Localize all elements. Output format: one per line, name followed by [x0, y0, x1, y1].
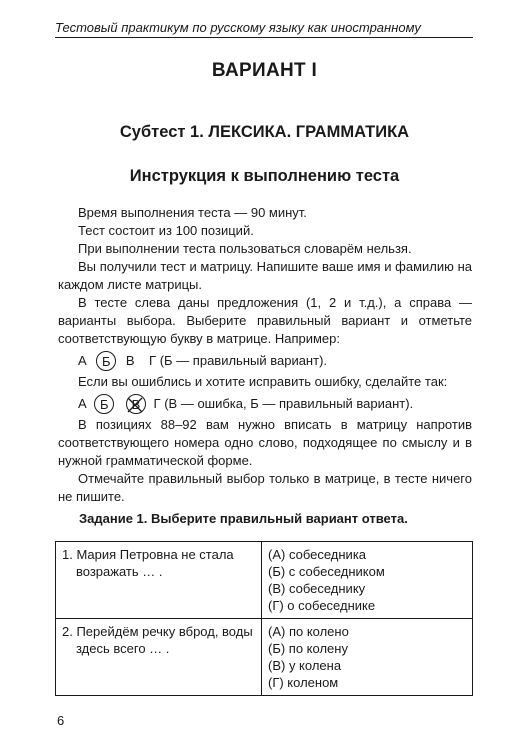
paragraph: При выполнении теста пользоваться словарём нельзя. — [78, 241, 412, 256]
question-text: 2. Перейдём речку вброд, воды здесь всего … . — [62, 624, 253, 656]
paragraph: Время выполнения теста — 90 минут. — [78, 205, 307, 220]
instruction-body — [58, 204, 472, 506]
running-header: Тестовый практикум по русскому языку как иностранному — [55, 20, 473, 38]
answer-option: (Б) с собеседником — [268, 564, 385, 579]
paragraph: Вы получили тест и матрицу. Напишите ваше имя и фамилию на каждом листе матрицы. — [58, 259, 472, 292]
paragraph: В позициях 88–92 вам нужно вписать в матрицу напротив соответствующего номера одно слово, подходящее по смыслу и в нужной грамматической форме. — [58, 417, 472, 468]
example-note: (Б — правильный вариант). — [159, 352, 328, 368]
option-letter: В — [131, 397, 141, 413]
page-title: ВАРИАНТ I — [211, 60, 318, 81]
crossed-circled-letter — [126, 394, 146, 414]
answer-option: (А) собеседника — [268, 547, 367, 562]
answer-option: (В) у колена — [268, 658, 342, 673]
answer-option: (Б) по колену — [268, 641, 348, 656]
option-letter: А — [78, 395, 87, 411]
answer-option: (В) собеседнику — [268, 581, 366, 596]
circled-letter: Б — [94, 394, 114, 414]
question-cell — [56, 619, 262, 696]
question-cell — [56, 542, 262, 619]
options-cell — [262, 619, 473, 696]
paragraph: В тесте слева даны предложения (1, 2 и т.д.), а справа — варианты выбора. Выберите правильный вариант и отметьте соответствующую букву в матрице. Например: — [58, 295, 472, 346]
option-letter: В — [125, 352, 135, 368]
paragraph: Отмечайте правильный выбор только в матрице, в тесте ничего не пишите. — [58, 471, 472, 504]
table-row — [56, 542, 473, 619]
answer-option: (Г) о собеседнике — [268, 598, 376, 613]
questions-table — [55, 541, 473, 696]
page-number: 6 — [57, 713, 65, 728]
example-correction — [78, 393, 472, 413]
paragraph: Тест состоит из 100 позиций. — [78, 223, 254, 238]
instruction-title: Инструкция к выполнению теста — [129, 167, 400, 185]
paragraph: Если вы ошиблись и хотите исправить ошибку, сделайте так: — [78, 374, 448, 389]
answer-option: (А) по колено — [268, 624, 349, 639]
example-correct — [78, 350, 472, 370]
question-text: 1. Мария Петровна не стала возражать … . — [62, 547, 234, 579]
option-letter: А — [78, 352, 87, 368]
cross-mark-icon — [124, 395, 146, 415]
subtest-title: Субтест 1. ЛЕКСИКА. ГРАММАТИКА — [119, 123, 410, 141]
option-letter: Г — [153, 395, 161, 411]
example-note: (В — ошибка, Б — правильный вариант). — [164, 395, 414, 411]
task-title: Задание 1. Выберите правильный вариант ответа. — [79, 511, 408, 526]
circled-letter: Б — [96, 351, 116, 371]
answer-option: (Г) коленом — [268, 675, 339, 690]
option-letter: Г — [149, 352, 157, 368]
options-cell — [262, 542, 473, 619]
table-row — [56, 619, 473, 696]
